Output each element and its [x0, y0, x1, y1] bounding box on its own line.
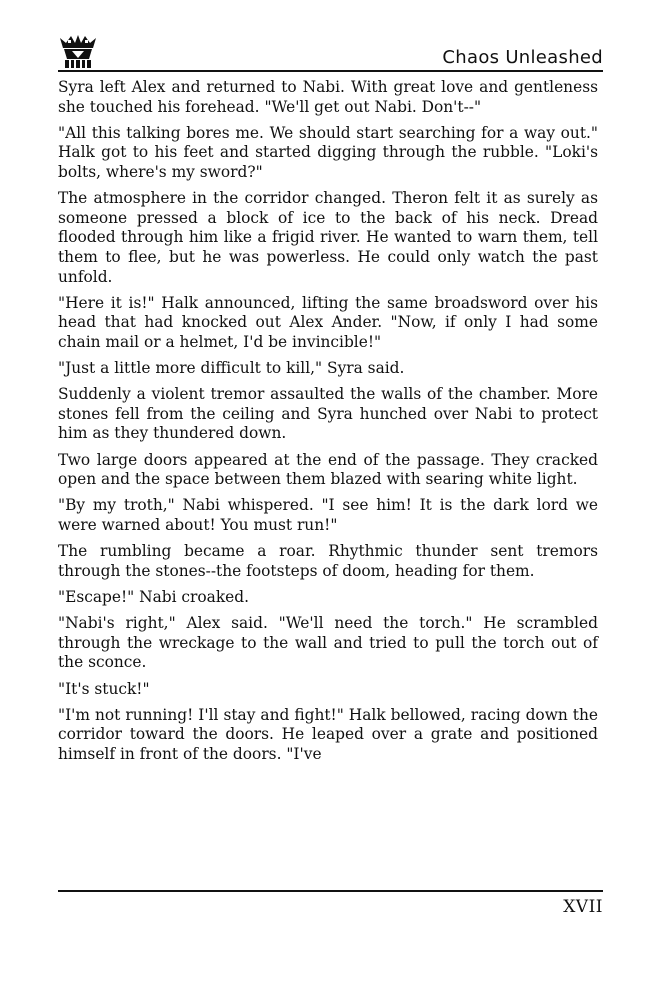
heraldic-crest-icon	[58, 34, 98, 68]
paragraph: "By my troth," Nabi whispered. "I see him! It is the dark lord we were warned about! You must run!"	[58, 496, 598, 535]
paragraph: The atmosphere in the corridor changed. Theron felt it as surely as someone pressed a block of ice to the back of his neck. Dread flooded through him like a frigid river. He wanted to warn them, tell them to flee, but he was powerless. He could only watch the past unfold.	[58, 189, 598, 286]
paragraph: "It's stuck!"	[58, 679, 150, 698]
paragraph: Two large doors appeared at the end of the passage. They cracked open and the space between them blazed with searing white light.	[58, 450, 598, 489]
page-number: XVII	[563, 897, 603, 917]
body-text	[58, 78, 598, 771]
paragraph: The rumbling became a roar. Rhythmic thunder sent tremors through the stones--the footsteps of doom, heading for them.	[58, 542, 598, 580]
running-title: Chaos Unleashed	[442, 47, 603, 68]
paragraph: "All this talking bores me. We should start searching for a way out." Halk got to his feet and started digging through the rubble. "Loki's bolts, where's my sword?"	[58, 123, 598, 181]
paragraph: "I'm not running! I'll stay and fight!" Halk bellowed, racing down the corridor toward the doors. He leaped over a grate and positioned himself in front of the doors. "I've	[58, 705, 598, 763]
paragraph: "Just a little more difficult to kill," Syra said.	[58, 359, 405, 378]
footer-rule	[58, 890, 603, 892]
paragraph: "Here it is!" Halk announced, lifting the same broadsword over his head that had knocked out Alex Ander. "Now, if only I had some chain mail or a helmet, I'd be invincible!"	[58, 293, 598, 351]
paragraph: Suddenly a violent tremor assaulted the walls of the chamber. More stones fell from the ceiling and Syra hunched over Nabi to protect him as they thundered down.	[58, 385, 598, 443]
paragraph: "Nabi's right," Alex said. "We'll need the torch." He scrambled through the wreckage to the wall and tried to pull the torch out of the sconce.	[58, 614, 598, 672]
paragraph: "Escape!" Nabi croaked.	[58, 588, 250, 606]
page-header	[58, 30, 603, 72]
header-rule	[58, 70, 603, 72]
paragraph: Syra left Alex and returned to Nabi. With great love and gentleness she touched his forehead. "We'll get out Nabi. Don't--"	[58, 78, 598, 116]
